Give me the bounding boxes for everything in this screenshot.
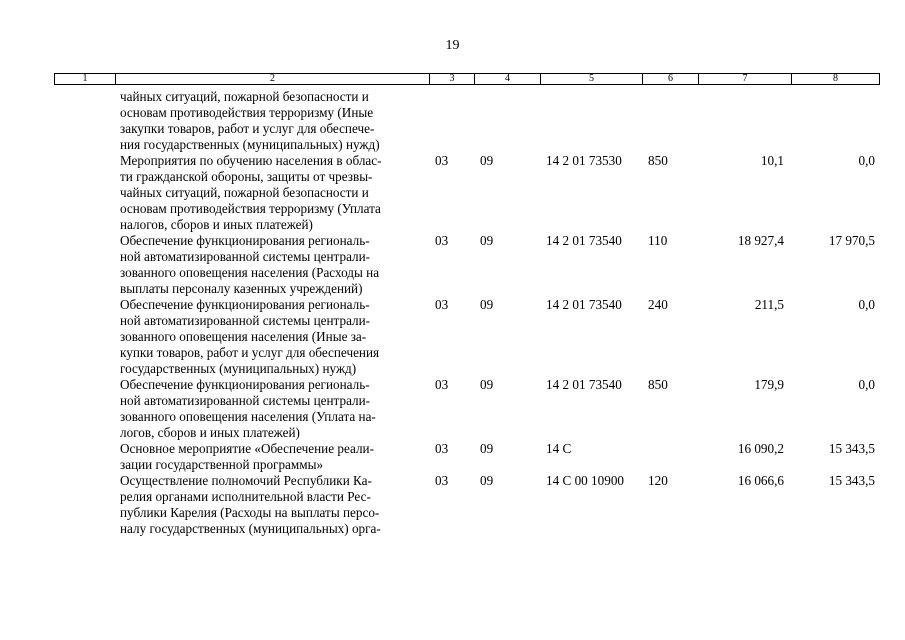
column-number-header — [54, 73, 880, 85]
amount-col8: 0,0 — [858, 377, 875, 392]
row-description — [120, 89, 432, 153]
description-line: Мероприятия по обучению населения в облас- — [120, 153, 382, 168]
subsection-code: 09 — [480, 233, 494, 248]
column-number-2: 2 — [116, 74, 430, 85]
row-description — [120, 297, 432, 377]
expense-type-code: 850 — [648, 377, 668, 392]
description-line: основам противодействия терроризму (Иные — [120, 105, 374, 120]
table-row — [0, 153, 905, 233]
table-body — [0, 89, 905, 537]
column-number-5: 5 — [541, 74, 643, 85]
column-number-4: 4 — [475, 74, 541, 85]
section-code: 03 — [435, 377, 449, 392]
amount-col7: 16 090,2 — [737, 441, 784, 456]
section-code: 03 — [435, 233, 449, 248]
description-line: чайных ситуаций, пожарной безопасности и — [120, 185, 369, 200]
amount-col8: 15 343,5 — [828, 441, 875, 456]
subsection-code: 09 — [480, 297, 494, 312]
description-line: зованного оповещения населения (Уплата на- — [120, 409, 376, 424]
description-line: Обеспечение функционирования региональ- — [120, 297, 370, 312]
row-description — [120, 377, 432, 441]
amount-col7: 10,1 — [760, 153, 784, 168]
subsection-code: 09 — [480, 377, 494, 392]
amount-col8: 17 970,5 — [828, 233, 875, 248]
table-row — [0, 377, 905, 441]
table-row — [0, 233, 905, 297]
description-line: логов, сборов и иных платежей) — [120, 425, 300, 440]
description-line: налу государственных (муниципальных) орга- — [120, 521, 381, 536]
description-line: Осуществление полномочий Республики Ка- — [120, 473, 372, 488]
amount-col8: 0,0 — [858, 297, 875, 312]
description-line: купки товаров, работ и услуг для обеспечения — [120, 345, 380, 360]
column-number-6: 6 — [643, 74, 699, 85]
description-line: зованного оповещения населения (Иные за- — [120, 329, 367, 344]
description-line: государственных (муниципальных) нужд) — [120, 361, 357, 376]
description-line: релия органами исполнительной власти Рес- — [120, 489, 371, 504]
section-code: 03 — [435, 441, 449, 456]
description-line: публики Карелия (Расходы на выплаты персо- — [120, 505, 380, 520]
subsection-code: 09 — [480, 473, 494, 488]
target-article-code: 14 2 01 73530 — [546, 153, 622, 168]
row-description — [120, 441, 432, 473]
description-line: налогов, сборов и иных платежей) — [120, 217, 313, 232]
subsection-code: 09 — [480, 153, 494, 168]
target-article-code: 14 2 01 73540 — [546, 233, 622, 248]
amount-col7: 18 927,4 — [737, 233, 784, 248]
description-line: ной автоматизированной системы централи- — [120, 249, 371, 264]
expense-type-code: 240 — [648, 297, 668, 312]
section-code: 03 — [435, 473, 449, 488]
target-article-code: 14 С 00 10900 — [546, 473, 625, 488]
amount-col8: 15 343,5 — [828, 473, 875, 488]
description-line: зованного оповещения населения (Расходы на — [120, 265, 380, 280]
description-line: Обеспечение функционирования региональ- — [120, 377, 370, 392]
row-description — [120, 473, 432, 537]
description-line: Основное мероприятие «Обеспечение реали- — [120, 441, 374, 456]
amount-col8: 0,0 — [858, 153, 875, 168]
target-article-code: 14 2 01 73540 — [546, 297, 622, 312]
expense-type-code: 110 — [648, 233, 668, 248]
row-description — [120, 233, 432, 297]
subsection-code: 09 — [480, 441, 494, 456]
table-row — [0, 441, 905, 473]
row-description — [120, 153, 432, 233]
expense-type-code: 850 — [648, 153, 668, 168]
section-code: 03 — [435, 297, 449, 312]
description-line: зации государственной программы» — [120, 457, 324, 472]
description-line: выплаты персоналу казенных учреждений) — [120, 281, 363, 296]
description-line: ной автоматизированной системы централи- — [120, 393, 371, 408]
page-number: 19 — [445, 38, 460, 53]
description-line: закупки товаров, работ и услуг для обеспече- — [120, 121, 375, 136]
section-code: 03 — [435, 153, 449, 168]
description-line: ния государственных (муниципальных) нужд) — [120, 137, 380, 152]
column-number-3: 3 — [430, 74, 475, 85]
table-row — [0, 473, 905, 537]
table-row — [0, 89, 905, 153]
target-article-code: 14 2 01 73540 — [546, 377, 622, 392]
column-number-7: 7 — [699, 74, 792, 85]
expense-type-code: 120 — [648, 473, 668, 488]
amount-col7: 179,9 — [754, 377, 784, 392]
amount-col7: 16 066,6 — [737, 473, 784, 488]
target-article-code: 14 С — [546, 441, 572, 456]
table-row — [0, 297, 905, 377]
amount-col7: 211,5 — [754, 297, 784, 312]
description-line: ти гражданской обороны, защиты от чрезвы- — [120, 169, 373, 184]
description-line: чайных ситуаций, пожарной безопасности и — [120, 89, 369, 104]
description-line: Обеспечение функционирования региональ- — [120, 233, 370, 248]
column-number-8: 8 — [792, 74, 880, 85]
description-line: основам противодействия терроризму (Уплата — [120, 201, 381, 216]
description-line: ной автоматизированной системы централи- — [120, 313, 371, 328]
column-number-1: 1 — [55, 74, 116, 85]
